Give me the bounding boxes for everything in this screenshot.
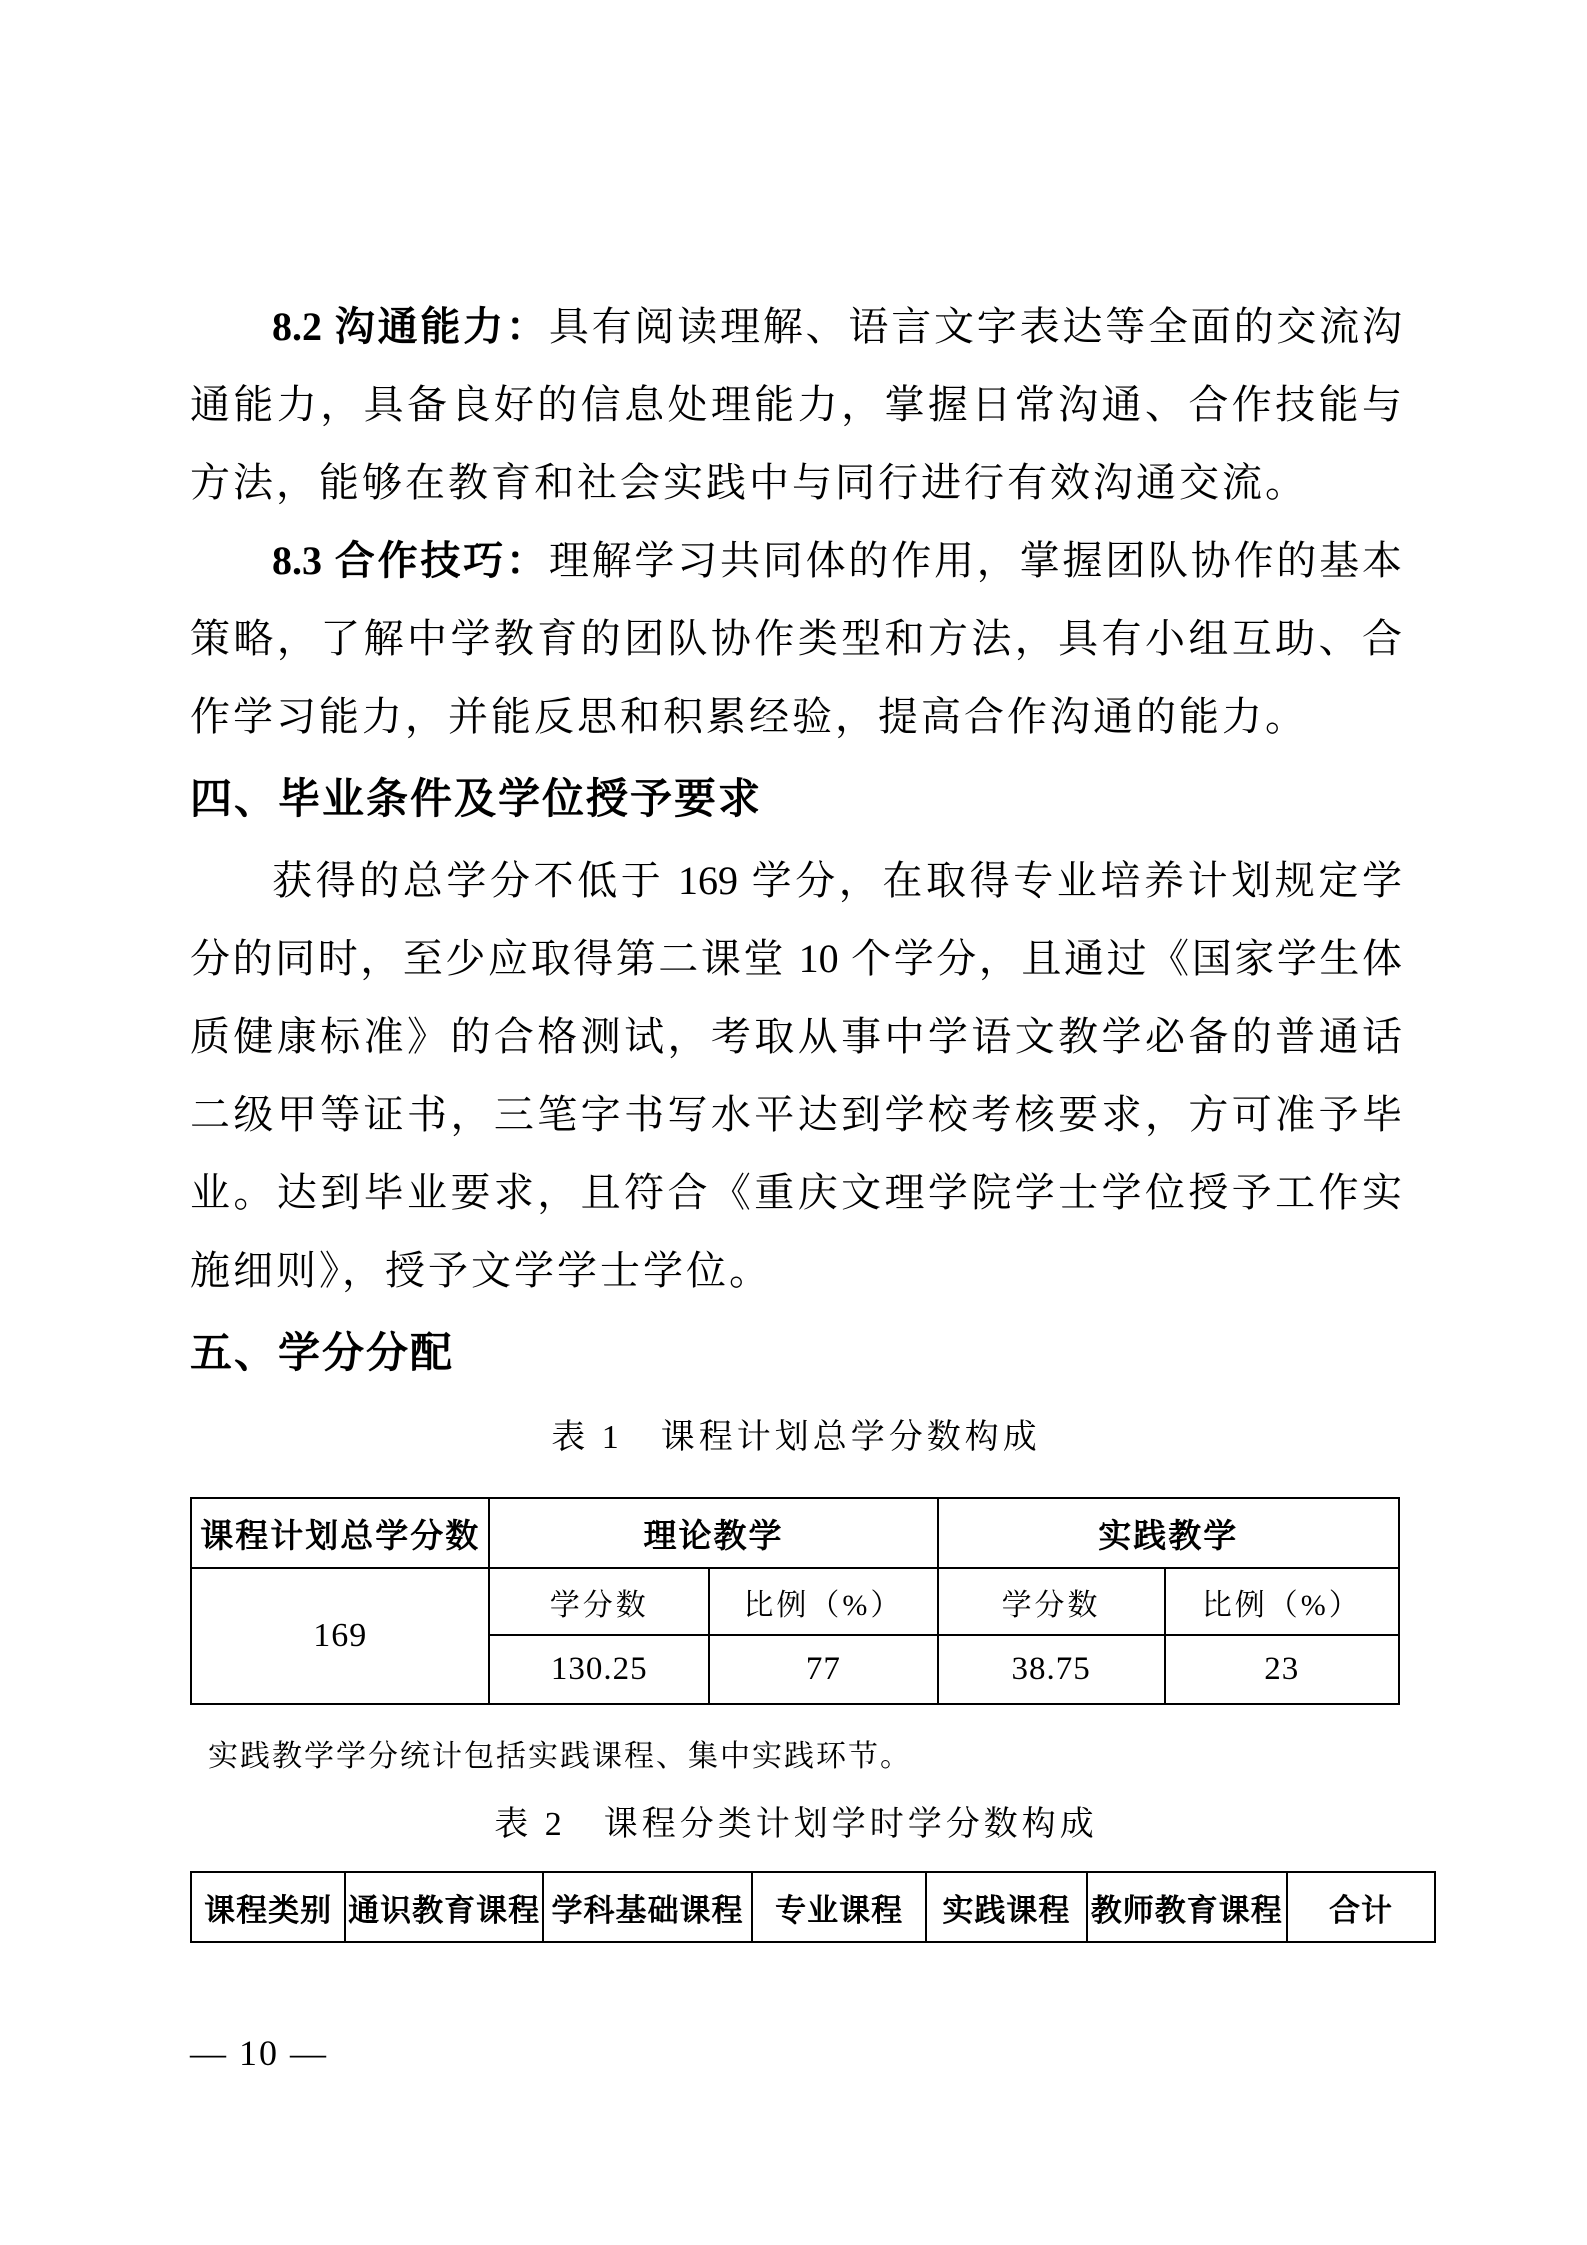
theory-credits-value: 130.25	[489, 1635, 709, 1704]
table-caption: 表 2 课程分类计划学时学分数构成	[494, 1806, 1098, 1843]
paragraph-line	[190, 522, 1402, 600]
run-in-label: 8.2 沟通能力：	[272, 304, 549, 349]
course-category-header: 课程类别	[191, 1872, 345, 1942]
table-row	[191, 1568, 1399, 1635]
page-number: — 10 —	[190, 2033, 328, 2073]
table-note: 实践教学学分统计包括实践课程、集中实践环节。	[208, 1740, 912, 1773]
practice-ratio-value: 23	[1165, 1635, 1399, 1704]
general-education-header: 通识教育课程	[345, 1872, 543, 1942]
text-run: 业。达到毕业要求，且符合《重庆文理学院学士学位授予工作实	[190, 1170, 1402, 1215]
course-category-table	[190, 1871, 1436, 1943]
document-content	[190, 288, 1402, 1943]
theory-teaching-header: 理论教学	[489, 1498, 937, 1568]
section-heading: 四、毕业条件及学位授予要求	[190, 775, 763, 822]
paragraph	[190, 522, 1402, 756]
theory-ratio-label: 比例（%）	[709, 1568, 937, 1635]
text-run: 通能力，具备良好的信息处理能力，掌握日常沟通、合作技能与	[190, 382, 1402, 427]
text-run: 施细则》，授予文学学士学位。	[190, 1248, 772, 1293]
practice-credits-label: 学分数	[938, 1568, 1165, 1635]
paragraph	[190, 288, 1402, 522]
text-run: 理解学习共同体的作用，掌握团队协作的基本	[548, 538, 1402, 583]
text-run: 二级甲等证书，三笔字书写水平达到学校考核要求，方可准予毕	[190, 1092, 1402, 1137]
run-in-label: 8.3 合作技巧：	[272, 538, 549, 583]
paragraph-line	[190, 1154, 1402, 1232]
practice-credits-value: 38.75	[938, 1635, 1165, 1704]
theory-credits-label: 学分数	[489, 1568, 709, 1635]
paragraph-line	[190, 998, 1402, 1076]
text-run: 质健康标准》的合格测试，考取从事中学语文教学必备的普通话	[190, 1014, 1402, 1059]
text-run: 获得的总学分不低于 169 学分，在取得专业培养计划规定学	[272, 858, 1402, 903]
page-footer	[190, 2032, 328, 2074]
total-credits-value: 169	[191, 1568, 489, 1704]
major-courses-header: 专业课程	[752, 1872, 926, 1942]
text-run: 方法，能够在教育和社会实践中与同行进行有效沟通交流。	[190, 460, 1308, 505]
table-caption: 表 1 课程计划总学分数构成	[551, 1419, 1041, 1456]
text-run: 作学习能力，并能反思和积累经验，提高合作沟通的能力。	[190, 694, 1308, 739]
teacher-education-header: 教师教育课程	[1087, 1872, 1287, 1942]
paragraph-line	[190, 600, 1402, 678]
paragraph-line	[190, 678, 1402, 756]
practice-courses-header: 实践课程	[926, 1872, 1086, 1942]
practice-teaching-header: 实践教学	[938, 1498, 1399, 1568]
paragraph-line	[190, 1232, 1402, 1310]
text-run: 具有阅读理解、语言文字表达等全面的交流沟	[548, 304, 1402, 349]
paragraph-line	[190, 920, 1402, 998]
paragraph-line	[190, 1076, 1402, 1154]
total-credit-composition-table	[190, 1497, 1400, 1705]
table-row	[191, 1872, 1435, 1942]
text-run: 策略，了解中学教育的团队协作类型和方法，具有小组互助、合	[190, 616, 1402, 661]
paragraph	[190, 842, 1402, 1310]
section-heading: 五、学分分配	[190, 1329, 455, 1376]
theory-ratio-value: 77	[709, 1635, 937, 1704]
total-header: 合计	[1287, 1872, 1435, 1942]
total-credits-header: 课程计划总学分数	[191, 1498, 489, 1568]
paragraph-line	[190, 444, 1402, 522]
text-run: 分的同时，至少应取得第二课堂 10 个学分，且通过《国家学生体	[190, 936, 1402, 981]
paragraph-line	[190, 842, 1402, 920]
table-row	[191, 1498, 1399, 1568]
paragraph-line	[190, 366, 1402, 444]
subject-foundation-header: 学科基础课程	[543, 1872, 752, 1942]
practice-ratio-label: 比例（%）	[1165, 1568, 1399, 1635]
paragraph-line	[190, 288, 1402, 366]
